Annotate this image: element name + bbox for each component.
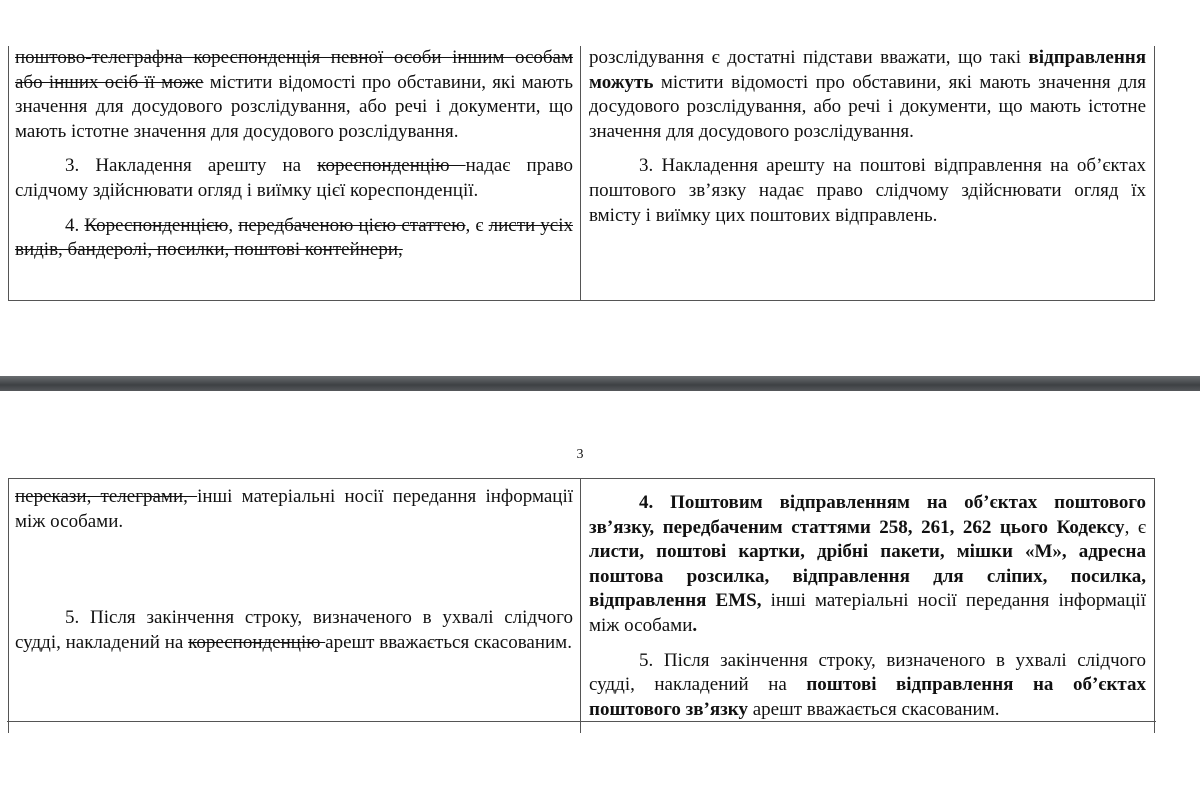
column-old-text — [15, 485, 573, 665]
document-page-top — [0, 47, 1200, 310]
column-new-text — [589, 491, 1146, 732]
text-run: 3. Накладення арешту на — [65, 155, 318, 177]
text-run: арешт вважається скасованим. — [325, 631, 572, 653]
page-separator — [0, 376, 1200, 391]
paragraph — [589, 491, 1146, 639]
struck-text: передбаченою цією статтею — [238, 214, 466, 236]
page-number: 3 — [576, 447, 584, 462]
paragraph — [15, 154, 573, 203]
struck-text: особам або інших осіб її може — [15, 47, 573, 93]
bold-text: . — [692, 614, 698, 636]
text-run: 3. Накладення арешту на поштові відправлення на об’єктах поштового зв’язку надає право слідчому здійснювати огляд їх вмісту і виїмку цих поштових відправлень. — [589, 155, 1146, 226]
text-run: арешт вважається скасованим. — [747, 698, 1000, 720]
paragraph — [589, 649, 1146, 723]
paragraph — [15, 46, 573, 144]
text-run: інші матеріальні носії передання інформації між особами — [589, 590, 1146, 636]
paragraph — [15, 606, 573, 655]
struck-text: кореспонденцію — [317, 155, 466, 177]
paragraph — [589, 46, 1146, 144]
document-page-bottom — [0, 392, 1200, 800]
text-run: , є — [465, 214, 489, 236]
struck-text: кореспонденцію — [188, 631, 326, 653]
text-run: містити відомості про обставини, які мають значення для досудового розслідування, або речі і документи, що мають істотне значення для досудового розслідування. — [15, 71, 573, 142]
text-run: надає право слідчому здійснювати огляд і виїмку цієї кореспонденції. — [15, 155, 573, 201]
bold-text: поштові відправлення на об’єктах поштового зв’язку — [589, 674, 1146, 720]
column-divider — [580, 479, 581, 733]
paragraph — [15, 485, 573, 534]
bold-text: 4. Поштовим відправленням на об’єктах поштового зв’язку, передбаченим статтями 258, 261, 262 цього Кодексу — [589, 492, 1146, 538]
column-divider — [580, 46, 581, 300]
column-new-text — [589, 46, 1146, 238]
text-run: 5. Після закінчення строку, визначеного в ухвалі слідчого судді, накладений на — [589, 649, 1146, 696]
struck-text: Кореспонденцією — [84, 214, 229, 236]
text-run: , — [228, 214, 239, 236]
text-run: 4. — [65, 214, 85, 236]
bold-text: листи, поштові картки, дрібні пакети, мішки «М», адресна поштова розсилка, відправлення для сліпих, посилка, відправлення EMS, — [589, 541, 1146, 612]
comparison-table-top — [8, 46, 1155, 301]
text-run: розслідування є достатні підстави вважати, що такі — [589, 47, 1029, 68]
text-run: інші матеріальні носії передання інформації між особами. — [15, 486, 574, 532]
bold-text: відправлення можуть — [589, 47, 1146, 93]
struck-text: поштово-телеграфна кореспонденція певної особи іншим — [15, 47, 515, 68]
struck-text: перекази, телеграми, — [15, 486, 198, 507]
comparison-table-bottom — [8, 478, 1155, 733]
text-run: , є — [1124, 516, 1146, 538]
paragraph — [15, 214, 573, 263]
column-old-text — [15, 46, 573, 273]
paragraph — [589, 154, 1146, 228]
struck-text: листи усіх видів, бандеролі, посилки, поштові контейнери, — [15, 214, 573, 261]
text-run: 5. Після закінчення строку, визначеного в ухвалі слідчого судді, накладений на — [15, 607, 573, 653]
text-run: містити відомості про обставини, які мають значення для досудового розслідування, або речі і документи, що мають істотне значення для досудового розслідування. — [589, 71, 1146, 142]
